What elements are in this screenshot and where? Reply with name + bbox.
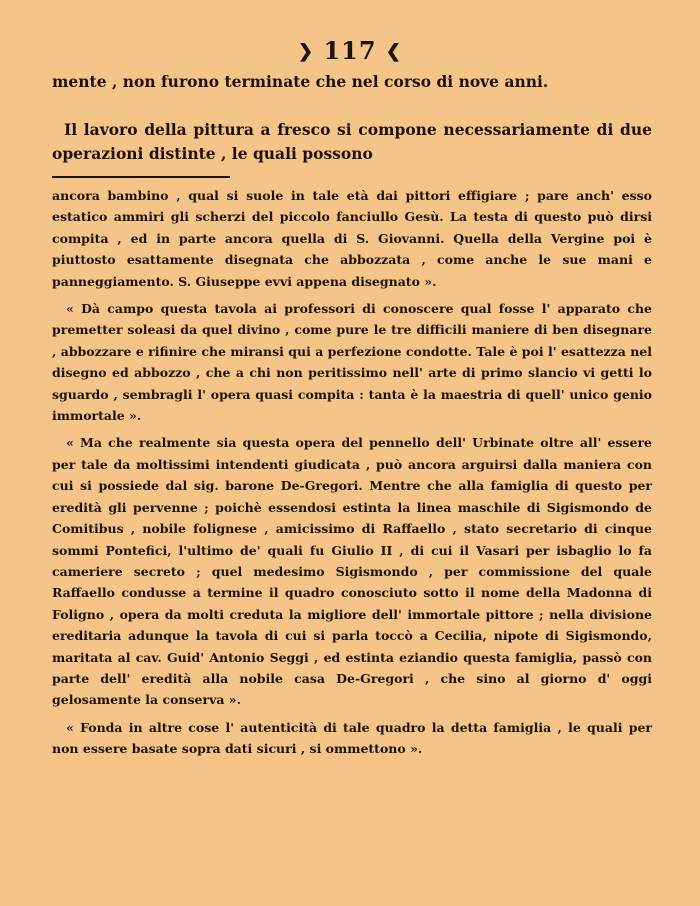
footnote-separator <box>52 176 230 178</box>
footnote-paragraph: « Dà campo questa tavola ai professori di conoscere qual fosse l' apparato che premetter soleasi da quel divino , come pure le tre difficili maniere di ben disegnare , abbozzare e rifinire che miransi qui a perfezione condotte. Tale è poi l' esattezza nel disegno ed abbozzo , che a chi non peritissimo nell' arte di primo slancio vi getti lo sguardo , sembragli l' opera quasi compita : tanta è la maestria di quell' unico genio immortale ». <box>52 301 652 424</box>
page-header <box>0 36 700 65</box>
page-number: 117 <box>323 36 377 65</box>
footnote-paragraph: « Fonda in altre cose l' autenticità di tale quadro la detta famiglia , le quali per non essere basate sopra dati sicuri , si ommettono ». <box>52 719 652 757</box>
footnote-paragraph: ancora bambino , qual si suole in tale età dai pittori effigiare ; pare anch' esso estatico ammiri gli scherzi del piccolo fanciullo Gesù. La testa di questo può dirsi compita , ed in parte ancora quella di S. Giovanni. Quella della Vergine poi è piuttosto esattamente disegnata che abbozzata , come anche le sue mani e panneggiamento. S. Giuseppe evvi appena disegnato ». <box>52 188 652 289</box>
footnote-paragraph: « Ma che realmente sia questa opera del pennello dell' Urbinate oltre all' essere per tale da moltissimi intendenti giudicata , può ancora arguirsi dalla maniera con cui si possiede dal sig. barone De-Gregori. Mentre che alla famiglia di questo per eredità gli pervenne ; poichè essendosi estinta la linea maschile di Sigismondo de Comitibus , nobile folignese , amicissimo di Raffaello , stato secretario di cinque sommi Pontefici, l'ultimo de' quali fu Giulio II , di cui il Vasari per isbaglio lo fa cameriere secreto ; quel medesimo Sigismondo , per commissione del quale Raffaello condusse a termine il quadro conosciuto sotto il nome della Madonna di Foligno , opera da molti creduta la migliore dell' immortale pittore ; nella divisione ereditaria adunque la tavola di cui si parla toccò a Cecilia, nipote di Sigismondo, maritata al cav. Guid' Antonio Seggi , ed estinta eziandio questa famiglia, passò con parte dell' eredità alla nobile casa De-Gregori , che sino al giorno d' oggi gelosamente la conserva ». <box>52 435 652 708</box>
main-text-paragraph-block <box>52 118 652 166</box>
footnotes <box>52 185 652 766</box>
main-text-continuation: mente , non furono terminate che nel corso di nove anni. <box>52 72 549 91</box>
ornament-right: ❮ <box>385 41 402 62</box>
main-text-paragraph: Il lavoro della pittura a fresco si compone necessariamente di due operazioni distinte , le quali possono <box>52 120 652 163</box>
ornament-left: ❯ <box>297 41 315 62</box>
main-text-continuation-block <box>52 70 652 94</box>
